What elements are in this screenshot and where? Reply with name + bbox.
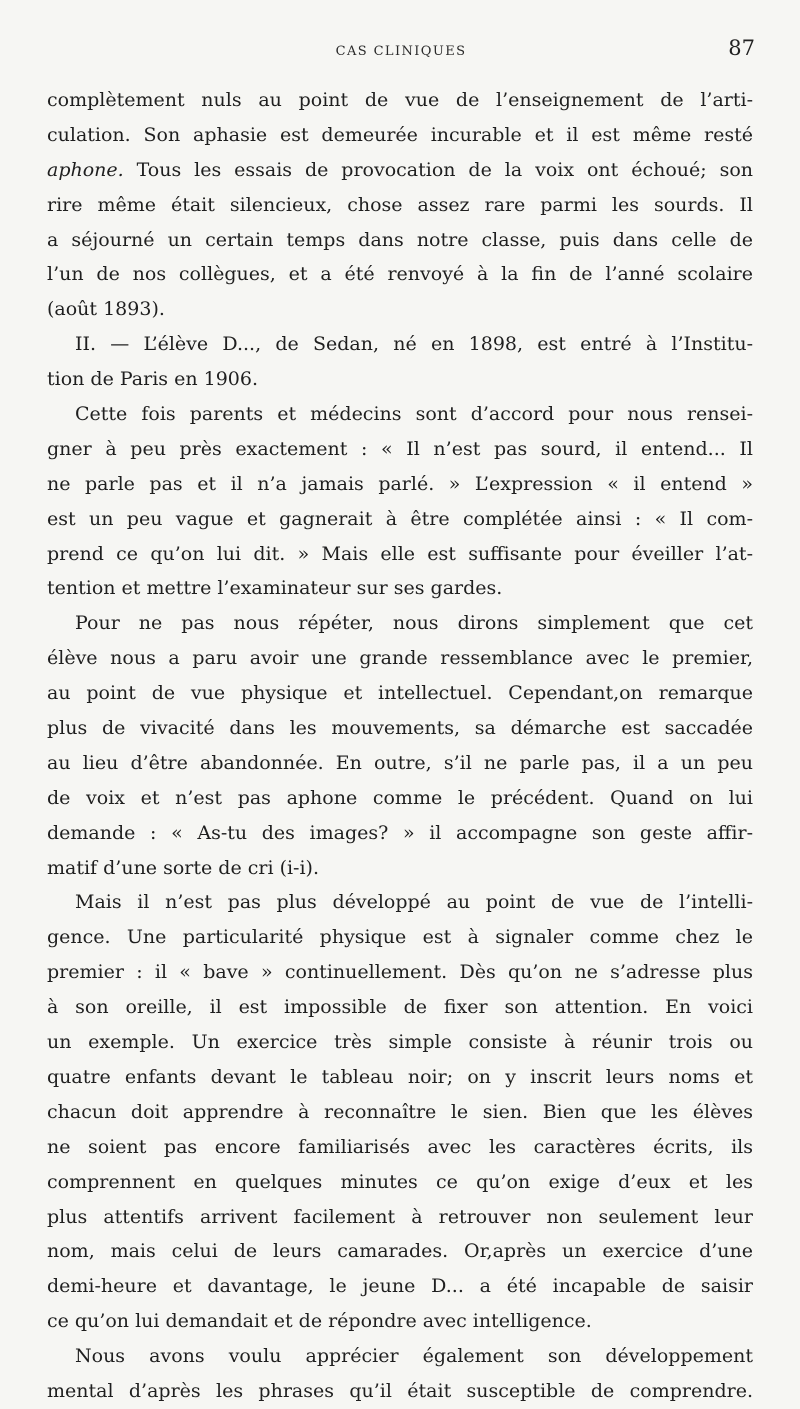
text-line: tion de Paris en 1906. xyxy=(47,368,258,391)
text-line: est un peu vague et gagnerait à être complétée ainsi : « Il com- xyxy=(47,507,753,530)
text-line: demi-heure et davantage, le jeune D... a été incapable de saisir xyxy=(47,1275,753,1298)
text-line: mental d’après les phrases qu’il était susceptible de comprendre. xyxy=(47,1379,753,1402)
italic-word: aphone. xyxy=(47,158,124,181)
paragraph xyxy=(47,83,753,327)
text-line: Pour ne pas nous répéter, nous dirons simplement que cet xyxy=(75,612,753,635)
text-line: matif d’une sorte de cri (i-i). xyxy=(47,856,320,879)
text-line: ne soient pas encore familiarisés avec les caractères écrits, ils xyxy=(47,1135,753,1158)
text-line: un exemple. Un exercice très simple consiste à réunir trois ou xyxy=(47,1031,753,1054)
text-line: Nous avons voulu apprécier également son développement xyxy=(75,1345,753,1368)
text-line: plus de vivacité dans les mouvements, sa démarche est saccadée xyxy=(47,717,753,740)
text-line: prend ce qu’on lui dit. » Mais elle est suffisante pour éveiller l’at- xyxy=(47,542,753,565)
body-text xyxy=(47,83,753,1409)
text-line: comprennent en quelques minutes ce qu’on exige d’eux et les xyxy=(47,1170,753,1193)
text-line: complètement nuls au point de vue de l’enseignement de l’arti- xyxy=(47,89,753,111)
text-line: a séjourné un certain temps dans notre classe, puis dans celle de xyxy=(47,228,753,251)
text-line: culation. Son aphasie est demeurée incurable et il est même resté xyxy=(47,123,753,146)
paragraph xyxy=(47,1339,753,1409)
text-line: Mais il n’est pas plus développé au point de vue de l’intelli- xyxy=(75,891,753,914)
text-line: Cette fois parents et médecins sont d’accord pour nous rensei- xyxy=(75,403,753,426)
paragraph xyxy=(47,885,753,1339)
text-line: élève nous a paru avoir une grande ressemblance avec le premier, xyxy=(47,647,753,670)
text-line: gner à peu près exactement : « Il n’est pas sourd, il entend... Il xyxy=(47,437,753,460)
text-line: gence. Une particularité physique est à signaler comme chez le xyxy=(47,926,753,949)
text-line: de voix et n’est pas aphone comme le précédent. Quand on lui xyxy=(47,786,753,809)
text-line: ne parle pas et il n’a jamais parlé. » L’expression « il entend » xyxy=(47,472,753,495)
text-line: ce qu’on lui demandait et de répondre avec intelligence. xyxy=(47,1310,592,1333)
text-line: plus attentifs arrivent facilement à retrouver non seulement leur xyxy=(47,1205,753,1228)
text-line: tention et mettre l’examinateur sur ses gardes. xyxy=(47,577,503,600)
text-line: II. — L’élève D..., de Sedan, né en 1898, est entré à l’Institu- xyxy=(75,333,753,356)
text-line: à son oreille, il est impossible de fixer son attention. En voici xyxy=(47,996,753,1019)
text-line: (août 1893). xyxy=(47,298,165,321)
text-line: rire même était silencieux, chose assez rare parmi les sourds. Il xyxy=(47,193,753,216)
text-line: au point de vue physique et intellectuel. Cependant,on remarque xyxy=(47,682,753,705)
text-line: au lieu d’être abandonnée. En outre, s’il ne parle pas, il a un peu xyxy=(47,751,753,774)
text-line xyxy=(47,153,753,188)
paragraph xyxy=(47,327,753,397)
paragraph xyxy=(47,606,753,885)
running-title: CAS CLINIQUES xyxy=(335,44,467,59)
text-line: l’un de nos collègues, et a été renvoyé à la fin de l’anné scolaire xyxy=(47,263,753,286)
page-number: 87 xyxy=(728,36,755,60)
text-line-rest: Tous les essais de provocation de la voix ont échoué; son xyxy=(123,158,753,181)
text-line: quatre enfants devant le tableau noir; on y inscrit leurs noms et xyxy=(47,1065,753,1088)
text-line: premier : il « bave » continuellement. Dès qu’on ne s’adresse plus xyxy=(47,961,753,984)
text-line: demande : « As-tu des images? » il accompagne son geste affir- xyxy=(47,821,753,844)
page-header xyxy=(47,36,755,70)
text-line: nom, mais celui de leurs camarades. Or,après un exercice d’une xyxy=(47,1240,753,1263)
paragraph xyxy=(47,397,753,606)
text-line: chacun doit apprendre à reconnaître le sien. Bien que les élèves xyxy=(47,1100,753,1123)
